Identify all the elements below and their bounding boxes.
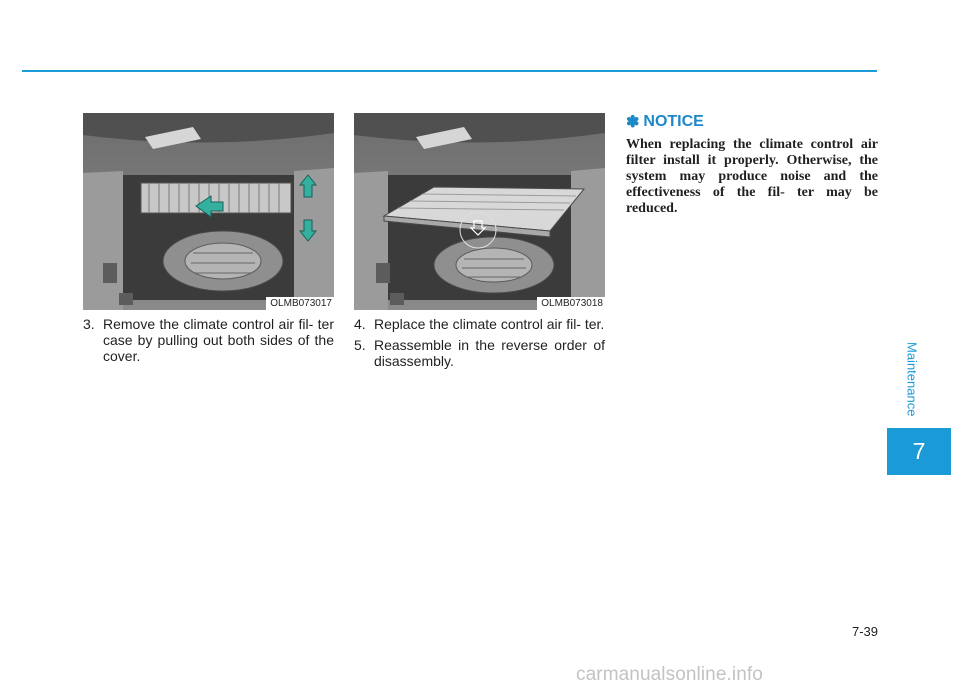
figure-illustration [83, 113, 334, 310]
step-text: Remove the climate control air fil- ter case by pulling out both sides of the cover. [103, 316, 334, 364]
chapter-number: 7 [912, 438, 926, 464]
chapter-badge [887, 428, 951, 475]
notice-title: NOTICE [643, 113, 704, 130]
watermark: carmanualsonline.info [576, 664, 763, 685]
steps-list-left [83, 316, 334, 369]
notice-heading [626, 112, 878, 132]
step-item [354, 316, 605, 332]
step-number: 3. [83, 316, 95, 332]
steps-list-right [354, 316, 605, 374]
step-item [83, 316, 334, 364]
step-number: 5. [354, 337, 366, 353]
step-text: Reassemble in the reverse order of disassembly. [374, 337, 605, 369]
notice-body: When replacing the climate control air filter install it properly. Otherwise, the system may produce noise and the effectiveness of the fil- ter may be reduced. [626, 137, 878, 216]
figure-code: OLMB073018 [537, 297, 605, 310]
figure-code: OLMB073017 [266, 297, 334, 310]
figure-illustration [354, 113, 605, 310]
notice-box [626, 112, 878, 217]
step-item [354, 337, 605, 369]
page-number: 7-39 [851, 624, 878, 639]
top-rule [22, 70, 877, 72]
step-number: 4. [354, 316, 366, 332]
step-text: Replace the climate control air fil- ter. [374, 316, 605, 332]
figure-replace-filter [354, 113, 605, 310]
asterisk-icon: ✽ [626, 114, 640, 131]
figure-remove-filter-case [83, 113, 334, 310]
section-tab-label [902, 329, 922, 429]
section-name: Maintenance [904, 341, 920, 417]
